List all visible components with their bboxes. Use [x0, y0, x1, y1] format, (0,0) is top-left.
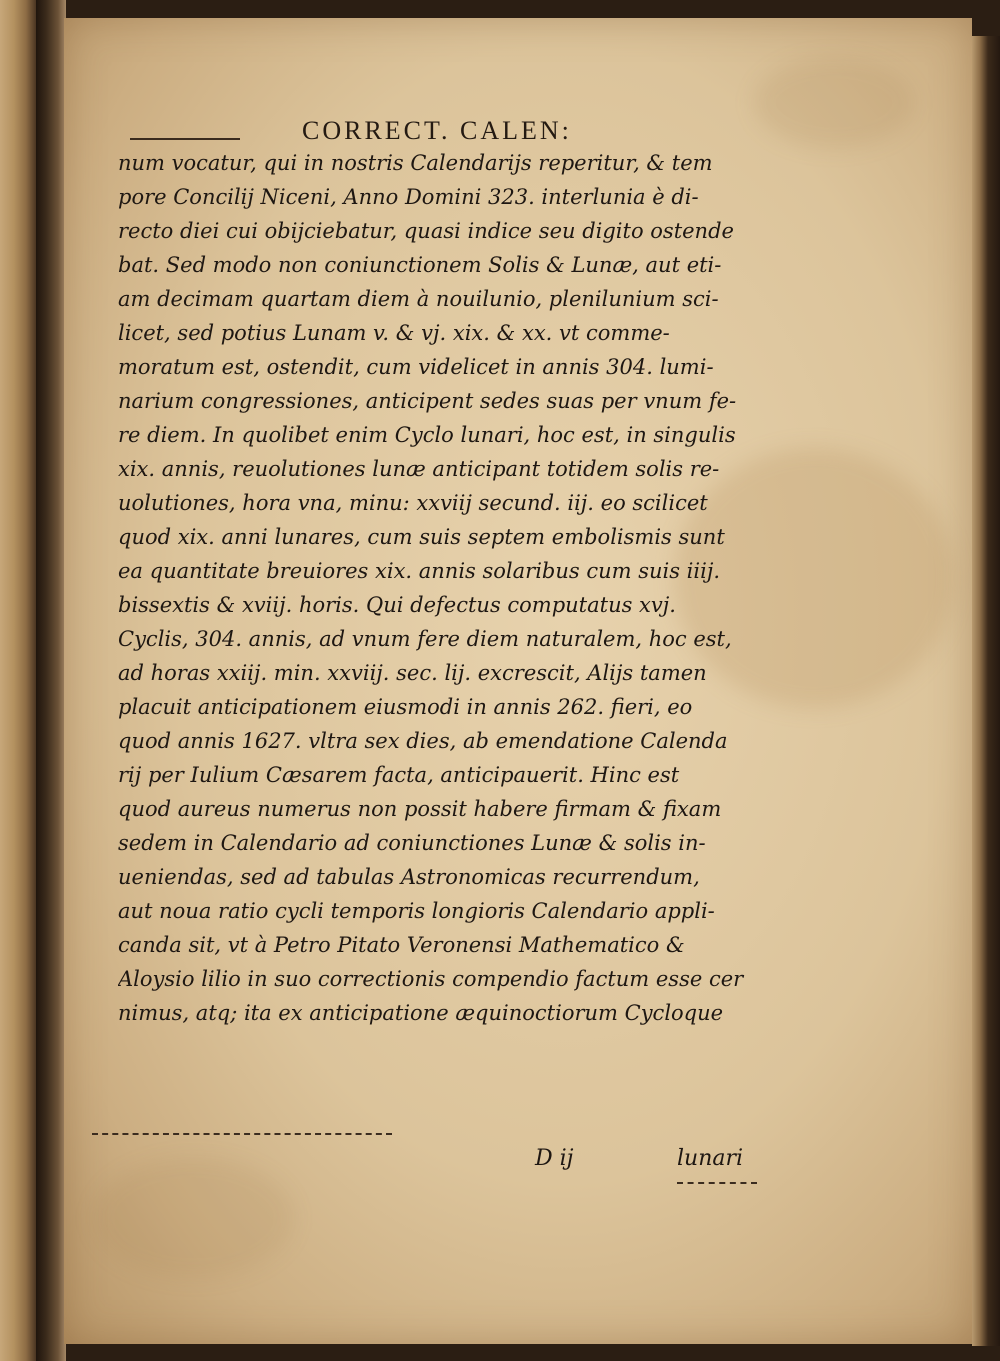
- text-line: num vocatur, qui in nostris Calendarijs reperitur, & tem: [118, 151, 713, 175]
- text-line: ad horas xxiij. min. xxviij. sec. lij. excrescit, Alijs tamen: [118, 661, 707, 685]
- text-line: rij per Iulium Cæsarem facta, anticipauerit. Hinc est: [118, 763, 680, 787]
- foxing-stain: [754, 58, 914, 148]
- page-edge-shadow: [972, 36, 1000, 1346]
- text-line: quod xix. anni lunares, cum suis septem embolismis sunt: [118, 525, 725, 549]
- text-line: ueniendas, sed ad tabulas Astronomicas recurrendum,: [118, 865, 700, 889]
- text-line: quod aureus numerus non possit habere firmam & fixam: [118, 797, 722, 821]
- text-line: am decimam quartam diem à nouilunio, plenilunium sci-: [118, 287, 719, 311]
- signature-mark: D ij: [535, 1146, 574, 1171]
- text-line: canda sit, vt à Petro Pitato Veronensi Mathematico &: [118, 933, 685, 957]
- text-line: bat. Sed modo non coniunctionem Solis & Lunæ, aut eti-: [118, 253, 722, 277]
- text-line: moratum est, ostendit, cum videlicet in annis 304. lumi-: [118, 355, 714, 379]
- text-line: bissextis & xviij. horis. Qui defectus computatus xvj.: [118, 593, 676, 617]
- text-line: quod annis 1627. vltra sex dies, ab emendatione Calenda: [118, 729, 728, 753]
- body-text: [118, 146, 808, 1030]
- running-head: CORRECT. CALEN:: [302, 116, 572, 145]
- binding-gutter: [36, 0, 66, 1361]
- text-line: xix. annis, reuolutiones lunæ anticipant totidem solis re-: [118, 457, 720, 481]
- header-rule: [130, 138, 240, 140]
- text-line: placuit anticipationem eiusmodi in annis 262. fieri, eo: [118, 695, 693, 719]
- catchword: lunari: [677, 1146, 744, 1171]
- text-line: aut noua ratio cycli temporis longioris Calendario appli-: [118, 899, 715, 923]
- underline-mark: [92, 1133, 392, 1135]
- text-line: narium congressiones, anticipent sedes suas per vnum fe-: [118, 389, 737, 413]
- text-line: ea quantitate breuiores xix. annis solaribus cum suis iiij.: [118, 559, 721, 583]
- catchword-underline: [677, 1182, 757, 1184]
- text-line: pore Concilij Niceni, Anno Domini 323. interlunia è di-: [118, 185, 699, 209]
- text-line: re diem. In quolibet enim Cyclo lunari, hoc est, in singulis: [118, 423, 736, 447]
- text-line: Aloysio lilio in suo correctionis compendio factum esse cer: [118, 967, 744, 991]
- text-line: nimus, atq; ita ex anticipatione æquinoctiorum Cycloque: [118, 1001, 724, 1025]
- text-line: sedem in Calendario ad coniunctiones Lunæ & solis in-: [118, 831, 706, 855]
- facing-page-edge: [0, 0, 36, 1361]
- text-line: uolutiones, hora vna, minu: xxviij secund. iij. eo scilicet: [118, 491, 708, 515]
- text-line: Cyclis, 304. annis, ad vnum fere diem naturalem, hoc est,: [118, 627, 732, 651]
- text-line: licet, sed potius Lunam v. & vj. xix. & xx. vt comme-: [118, 321, 670, 345]
- text-line: recto diei cui obijciebatur, quasi indice seu digito ostende: [118, 219, 734, 243]
- foxing-stain: [94, 1158, 294, 1278]
